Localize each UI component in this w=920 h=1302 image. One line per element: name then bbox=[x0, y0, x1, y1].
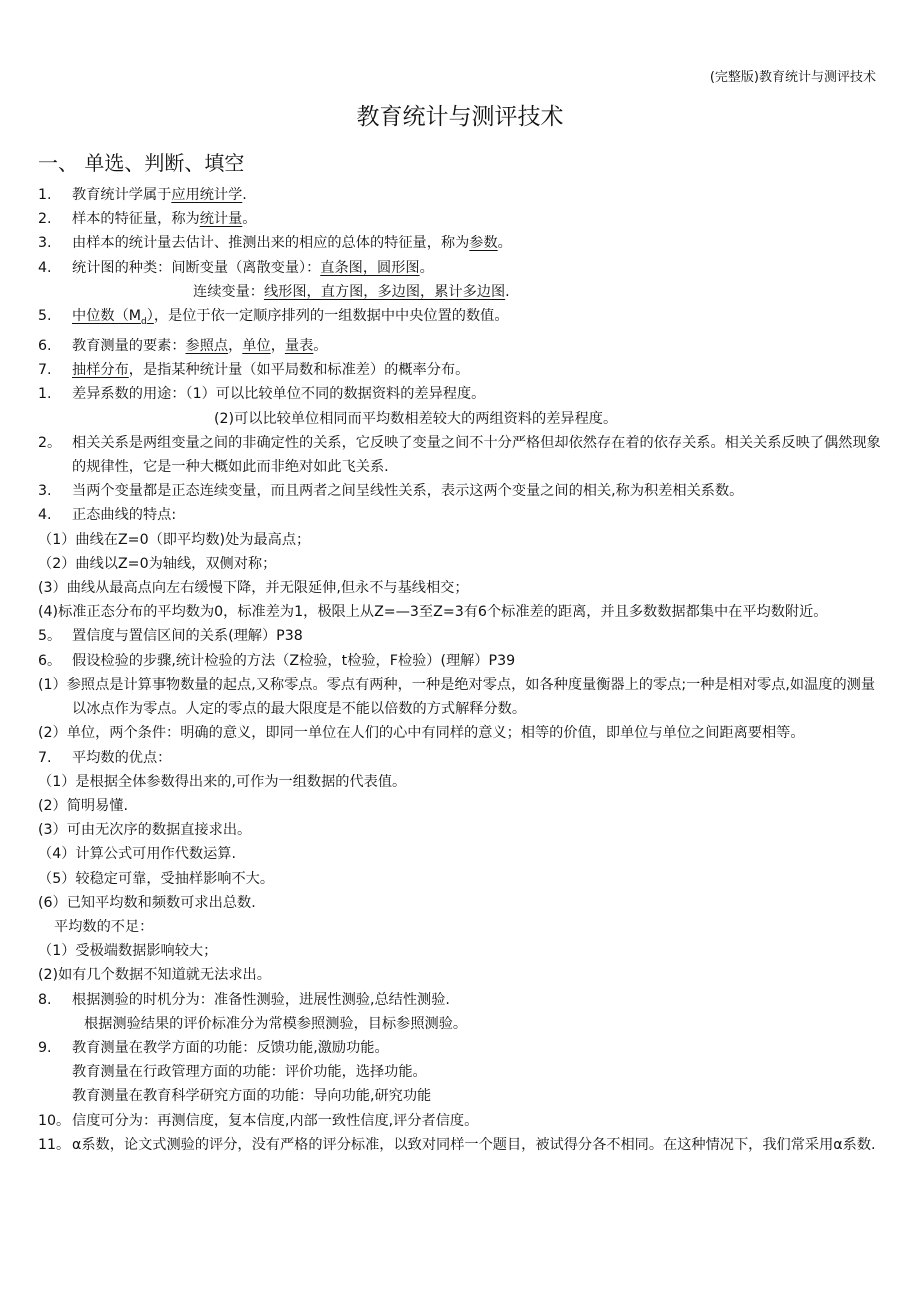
list-item: 2。 相关关系是两组变量之间的非确定性的关系，它反映了变量之间不十分严格但却依然存在着的依存关系。相关关系反映了偶然现象的规律性，它是一种大概如此而非绝对如此飞关系. bbox=[38, 434, 881, 476]
list-item: 5。 置信度与置信区间的关系(理解）P38 bbox=[38, 628, 303, 645]
list-item: 7. 抽样分布，是指某种统计量（如平局数和标准差）的概率分布。 bbox=[38, 362, 470, 379]
list-item: 11。 α系数，论文式测验的评分，没有严格的评分标准，以致对同样一个题目，被试得分各不相同。在这种情况下，我们常采用α系数. bbox=[38, 1136, 876, 1153]
answer-underline: 参数 bbox=[469, 235, 498, 252]
answer-underline: 线形图，直方图，多边图，累计多边图 bbox=[263, 283, 506, 300]
list-item: 3. 由样本的统计量去估计、推测出来的相应的总体的特征量，称为参数。 bbox=[38, 235, 512, 252]
sub-item: （1）曲线在Z=0（即平均数)处为最高点； bbox=[38, 531, 311, 548]
list-item: 10。 信度可分为：再测信度，复本信度,内部一致性信度,评分者信度。 bbox=[38, 1112, 479, 1129]
answer-underline: 直条图，圆形图 bbox=[320, 259, 420, 276]
list-item-continuation: (2)可以比较单位相同而平均数相差较大的两组资料的差异程度。 bbox=[214, 410, 618, 427]
list-item: 6。 假设检验的步骤,统计检验的方法（Z检验，t检验，F检验）(理解）P39 bbox=[38, 652, 516, 669]
list-item-continuation: 根据测验结果的评价标准分为常模参照测验，目标参照测验。 bbox=[84, 1015, 468, 1032]
sub-item: (3）可由无次序的数据直接求出。 bbox=[38, 822, 252, 839]
document-body bbox=[38, 183, 884, 1157]
list-item: 7. 平均数的优点： bbox=[38, 749, 172, 766]
list-item: 4. 统计图的种类：间断变量（离散变量）：直条图，圆形图。 bbox=[38, 259, 434, 276]
list-item: 3. 当两个变量都是正态连续变量，而且两者之间呈线性关系，表示这两个变量之间的相关,称为积差相关系数。 bbox=[38, 483, 744, 500]
answer-underline: 参照点 bbox=[185, 338, 229, 355]
page-header: (完整版)教育统计与测评技术 bbox=[709, 70, 876, 85]
answer-underline: 单位 bbox=[242, 338, 271, 355]
answer-underline: 应用统计学 bbox=[171, 187, 243, 203]
sub-item: （5）较稳定可靠，受抽样影响不大。 bbox=[38, 870, 275, 887]
sub-item: (2）简明易懂. bbox=[38, 797, 129, 814]
list-item: 8. 根据测验的时机分为：准备性测验，进展性测验,总结性测验. bbox=[38, 991, 450, 1008]
answer-underline: 量表 bbox=[284, 338, 314, 355]
list-item: 2. 样本的特征量，称为统计量。 bbox=[38, 211, 257, 228]
section-heading: 一、 单选、判断、填空 bbox=[38, 151, 245, 175]
sub-item: (2)如有几个数据不知道就无法求出。 bbox=[38, 967, 271, 984]
list-item: 1. 差异系数的用途：（1）可以比较单位不同的数据资料的差异程度。 bbox=[38, 386, 486, 403]
document-title: 教育统计与测评技术 bbox=[356, 104, 564, 130]
sub-item: (6）已知平均数和频数可求出总数. bbox=[38, 894, 256, 911]
list-item-continuation: 连续变量：线形图，直方图，多边图，累计多边图. bbox=[193, 283, 510, 300]
list-item: 5. 中位数$(M_d)$，是位于依一定顺序排列的一组数据中中央位置的数值。 bbox=[38, 308, 509, 327]
list-item: 6. 教育测量的要素：参照点，单位，量表。 bbox=[38, 338, 328, 355]
sub-item: （2）曲线以Z=0为轴线，双侧对称； bbox=[38, 555, 277, 572]
list-item-continuation: 教育测量在教育科学研究方面的功能：导向功能,研究功能 bbox=[72, 1088, 432, 1105]
list-item: 1. 教育统计学属于应用统计学. bbox=[38, 187, 247, 203]
sub-item: （4）计算公式可用作代数运算. bbox=[38, 846, 236, 863]
sub-heading: 平均数的不足： bbox=[54, 918, 154, 935]
list-item: 9. 教育测量在教学方面的功能：反馈功能,激励功能。 bbox=[38, 1039, 389, 1056]
answer-underline: 统计量 bbox=[199, 211, 243, 228]
sub-item: （1）是根据全体参数得出来的,可作为一组数据的代表值。 bbox=[38, 773, 407, 790]
list-item-continuation: 教育测量在行政管理方面的功能：评价功能，选择功能。 bbox=[72, 1064, 427, 1081]
sub-item: （1）受极端数据影响较大； bbox=[38, 943, 218, 960]
sub-item: (3）曲线从最高点向左右缓慢下降，并无限延伸,但永不与基线相交； bbox=[38, 580, 469, 597]
sub-item: (4)标准正态分布的平均数为0，标准差为1，极限上从Z=—3至Z=3有6个标准差的距离，并且多数数据都集中在平均数附近。 bbox=[38, 604, 828, 621]
answer-underline: 抽样分布 bbox=[72, 362, 129, 379]
list-item: 4. 正态曲线的特点: bbox=[38, 507, 177, 524]
sub-item: (1）参照点是计算事物数量的起点,又称零点。零点有两种，一种是绝对零点，如各种度量衡器上的零点;一种是相对零点,如温度的测量以冰点作为零点。人定的零点的最大限度是不能以倍数的方式解释分数。 bbox=[38, 676, 876, 718]
sub-item: (2）单位，两个条件：明确的意义，即同一单位在人们的心中有同样的意义；相等的价值，即单位与单位之间距离要相等。 bbox=[38, 725, 805, 742]
answer-underline: 中位数$(M_d)$ bbox=[72, 308, 154, 327]
